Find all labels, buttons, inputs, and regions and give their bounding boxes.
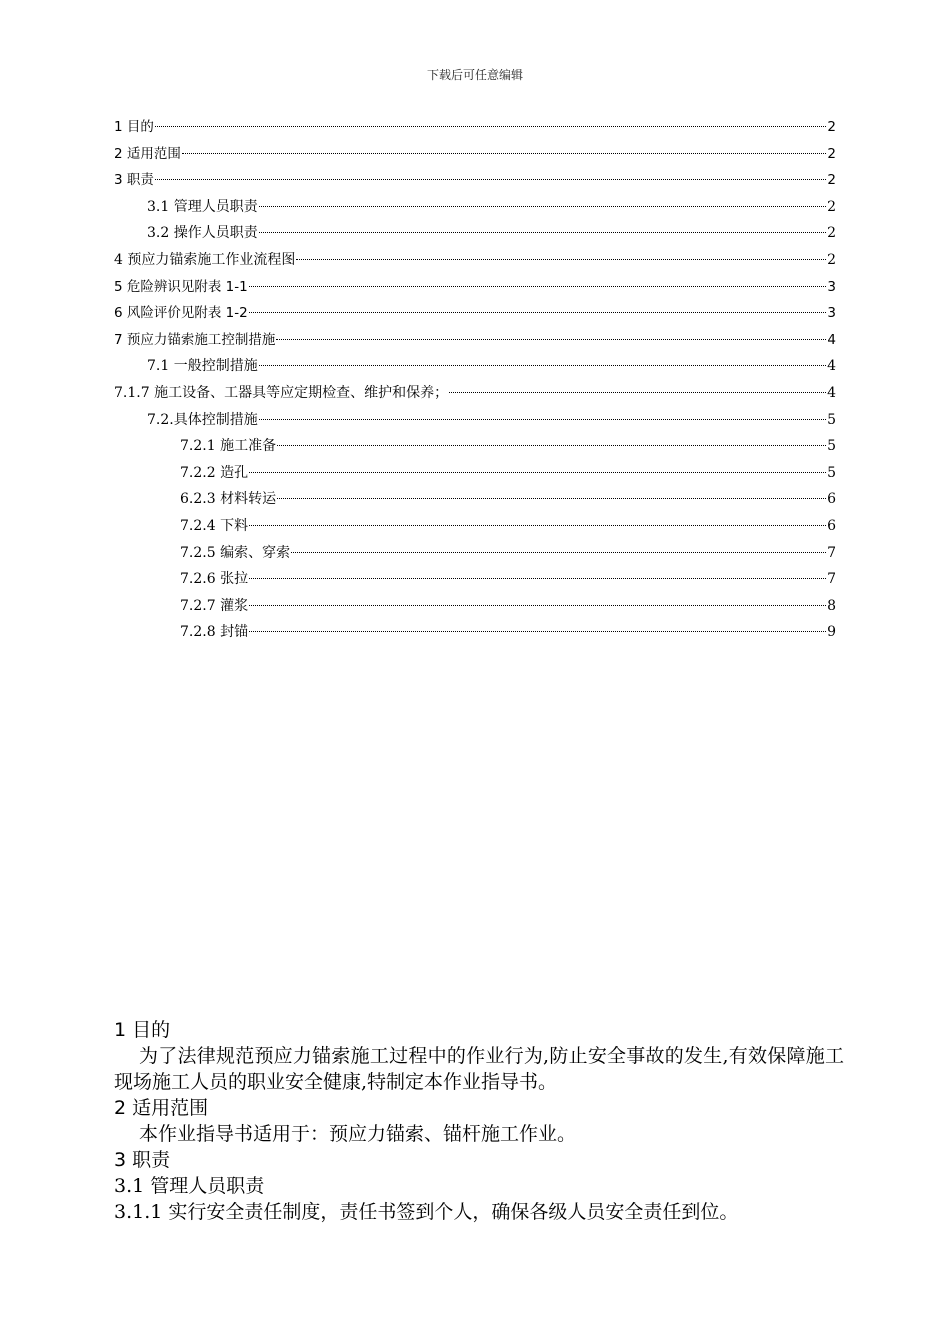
toc-dot-leader: [296, 258, 826, 260]
toc-entry[interactable]: [114, 144, 836, 171]
toc-entry-title: 7.1.7 施工设备、工器具等应定期检查、维护和保养；: [114, 384, 449, 401]
toc-entry-page-number: 2: [827, 198, 836, 215]
toc-entry[interactable]: [114, 596, 836, 623]
section-2-paragraph: 本作业指导书适用于：预应力锚索、锚杆施工作业。: [139, 1123, 577, 1145]
section-3-1-1-paragraph: 3.1.1 实行安全责任制度，责任书签到个人，确保各级人员安全责任到位。: [114, 1201, 739, 1223]
toc-entry-title: 7.2.具体控制措施: [147, 411, 258, 428]
toc-entry[interactable]: [114, 543, 836, 570]
toc-entry-title: 7.1 一般控制措施: [147, 358, 258, 375]
toc-entry-page-number: 5: [827, 411, 836, 428]
toc-entry[interactable]: [114, 117, 836, 144]
toc-dot-leader: [249, 311, 827, 313]
toc-entry-title: 5 危险辨识见附表 1-1: [114, 278, 248, 295]
toc-entry[interactable]: [114, 463, 836, 490]
toc-dot-leader: [259, 364, 826, 366]
toc-entry-page-number: 9: [827, 624, 836, 641]
toc-entry-page-number: 5: [827, 464, 836, 481]
toc-dot-leader: [277, 444, 826, 446]
section-3-heading: 3 职责: [114, 1149, 171, 1171]
toc-entry-page-number: 5: [827, 438, 836, 455]
toc-entry-page-number: 7: [827, 544, 836, 561]
section-1-heading: 1 目的: [114, 1019, 171, 1041]
toc-entry[interactable]: [114, 170, 836, 197]
toc-entry[interactable]: [114, 223, 836, 250]
section-1-paragraph: 为了法律规范预应力锚索施工过程中的作业行为,防止安全事故的发生,有效保障施工现场施工人员的职业安全健康,特制定本作业指导书。: [114, 1045, 844, 1093]
toc-entry[interactable]: [114, 330, 836, 357]
toc-entry-title: 3.1 管理人员职责: [147, 198, 258, 215]
toc-dot-leader: [155, 178, 827, 180]
toc-entry[interactable]: [114, 303, 836, 330]
toc-entry-title: 6 风险评价见附表 1-2: [114, 305, 248, 322]
toc-entry[interactable]: [114, 250, 836, 277]
toc-entry[interactable]: [114, 622, 836, 649]
toc-entry-page-number: 4: [827, 331, 836, 348]
toc-entry-page-number: 2: [827, 251, 836, 268]
toc-dot-leader: [277, 497, 826, 499]
section-3-1-heading: 3.1 管理人员职责: [114, 1175, 265, 1197]
section-2-heading: 2 适用范围: [114, 1097, 209, 1119]
toc-entry-page-number: 8: [827, 597, 836, 614]
toc-dot-leader: [155, 125, 827, 127]
toc-dot-leader: [249, 577, 826, 579]
toc-entry-page-number: 4: [827, 384, 836, 401]
toc-entry[interactable]: [114, 410, 836, 437]
toc-entry-page-number: 2: [827, 172, 836, 189]
toc-entry-title: 7.2.5 编索、穿索: [180, 544, 291, 561]
toc-dot-leader: [249, 285, 827, 287]
toc-entry[interactable]: [114, 489, 836, 516]
toc-dot-leader: [249, 471, 826, 473]
toc-entry[interactable]: [114, 569, 836, 596]
toc-entry-page-number: 3: [827, 305, 836, 322]
toc-entry-page-number: 2: [827, 119, 836, 135]
toc-entry-page-number: 2: [827, 225, 836, 242]
toc-entry[interactable]: [114, 197, 836, 224]
toc-entry[interactable]: [114, 277, 836, 304]
toc-entry-title: 3.2 操作人员职责: [147, 225, 258, 242]
toc-entry-title: 6.2.3 材料转运: [180, 491, 277, 508]
toc-entry-page-number: 6: [827, 517, 836, 534]
toc-entry-title: 7.2.1 施工准备: [180, 438, 277, 455]
toc-dot-leader: [182, 152, 827, 154]
toc-entry-title: 7.2.7 灌浆: [180, 597, 249, 614]
toc-dot-leader: [259, 205, 826, 207]
toc-entry-page-number: 4: [827, 358, 836, 375]
toc-entry-title: 7.2.2 造孔: [180, 464, 249, 481]
toc-dot-leader: [249, 524, 826, 526]
toc-entry-title: 2 适用范围: [114, 145, 181, 162]
toc-dot-leader: [249, 604, 826, 606]
toc-entry-title: 3 职责: [114, 172, 154, 189]
toc-entry[interactable]: [114, 436, 836, 463]
toc-dot-leader: [449, 391, 826, 393]
toc-entry-page-number: 7: [827, 571, 836, 588]
document-body: [114, 1017, 844, 1225]
toc-dot-leader: [291, 551, 826, 553]
toc-entry[interactable]: [114, 383, 836, 410]
toc-entry[interactable]: [114, 356, 836, 383]
toc-entry-title: 7.2.6 张拉: [180, 571, 249, 588]
toc-entry-page-number: 2: [827, 145, 836, 162]
toc-entry-page-number: 3: [827, 278, 836, 295]
toc-entry-title: 7 预应力锚索施工控制措施: [114, 331, 276, 348]
page-header: 下载后可任意编辑: [426, 68, 523, 82]
toc-entry[interactable]: [114, 516, 836, 543]
toc-dot-leader: [259, 231, 826, 233]
toc-entry-page-number: 6: [827, 491, 836, 508]
table-of-contents: [114, 117, 836, 649]
toc-entry-title: 7.2.4 下料: [180, 517, 249, 534]
toc-entry-title: 1 目的: [114, 119, 154, 135]
toc-entry-title: 7.2.8 封锚: [180, 624, 249, 641]
toc-dot-leader: [276, 338, 826, 340]
toc-dot-leader: [249, 630, 826, 632]
toc-dot-leader: [259, 418, 826, 420]
toc-entry-title: 4 预应力锚索施工作业流程图: [114, 251, 296, 268]
